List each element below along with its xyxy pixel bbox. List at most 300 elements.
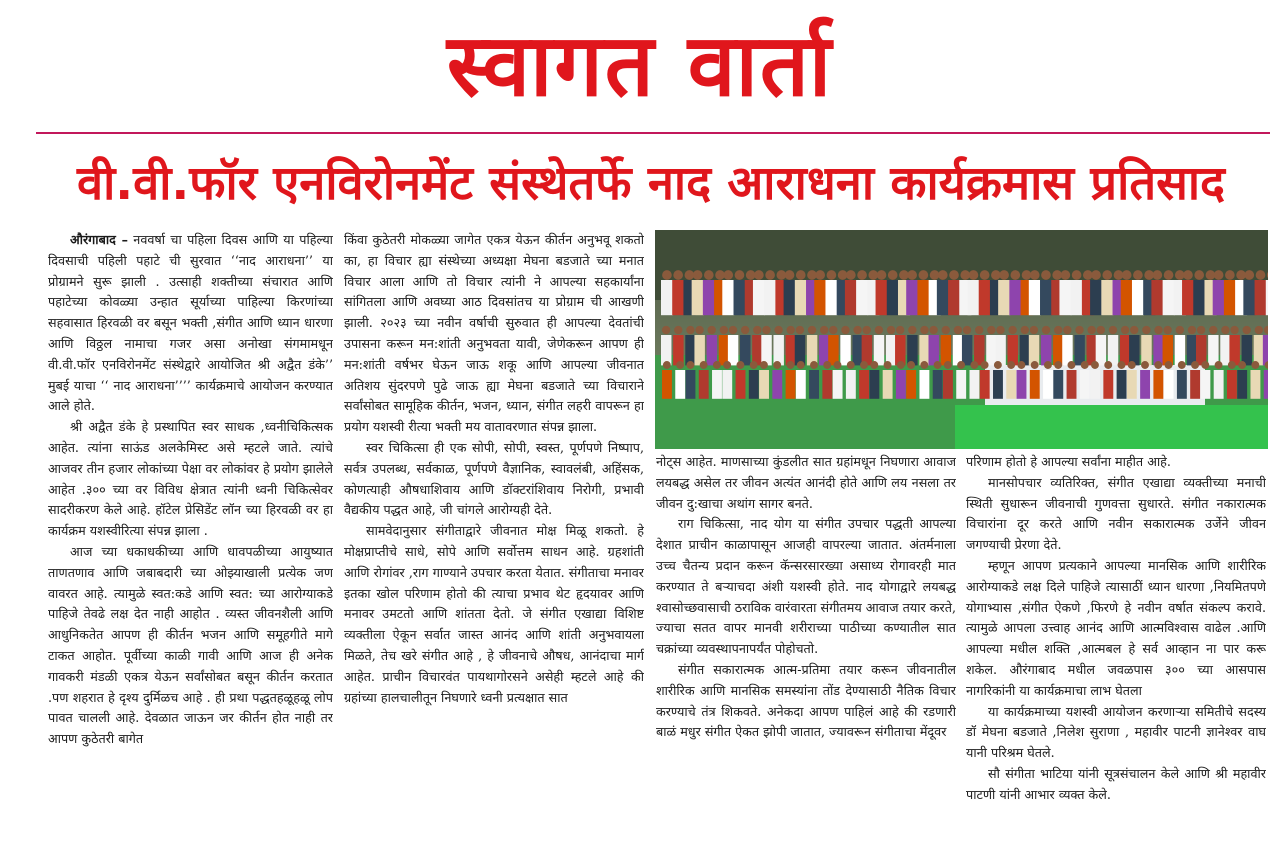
person-body	[1008, 335, 1018, 365]
person-head	[750, 361, 758, 369]
person-head	[1054, 361, 1062, 369]
person-head	[674, 326, 682, 334]
person-head	[1154, 361, 1162, 369]
person-body	[1266, 280, 1268, 315]
person-head	[934, 361, 942, 369]
person-body	[1255, 280, 1267, 315]
person-head	[1030, 326, 1038, 334]
person-head	[970, 361, 978, 369]
person-head	[1214, 270, 1224, 280]
person-body	[1164, 370, 1174, 399]
person-body	[809, 370, 819, 399]
person-head	[686, 361, 694, 369]
person-head	[1102, 270, 1112, 280]
person-head	[907, 361, 915, 369]
person-body	[703, 280, 715, 315]
person-body	[772, 370, 782, 399]
person-body	[1101, 280, 1113, 315]
person-body	[917, 280, 929, 315]
person-body	[828, 335, 838, 365]
person-body	[1153, 335, 1163, 365]
article-paragraph: राग चिकित्सा, नाद योग या संगीत उपचार पद्धती आपल्या देशात प्राचीन काळापासून आजही वापरल्या जातात. अंतर्मनाला उच्च चैतन्य प्रदान करून कॅन्सरसारख्या असाध्य रोगावरही मात करण्यात ते बर्‍याचदा अंशी यशस्वी होते. नाद योगाद्वारे लयबद्ध श्वासोच्छवासाची ठराविक वारंवारता संगीतमय आवाज तयार करते, ज्याचा सतत वापर मानवी शरीराच्या पाठीच्या कण्यातील सात चक्रांच्या व्यवस्थापनापर्यंत पोहोचतो.	[656, 516, 956, 657]
person-body	[948, 280, 960, 315]
article-paragraph: म्हणून आपण प्रत्यकाने आपल्या मानसिक आणि शारीरिक आरोग्याकडे लक्ष दिले पाहिजे त्यासाठीं ध्यान धारणा ,नियमितपणे योगाभ्यास ,संगीत ऐकणे ,फिरणे हे नवीन वर्षात संकल्प करावे. त्यामुळे आपला उत्त्वाह आनंद आणि आत्मविश्वास वाढेल .आणि आपल्या मधील शक्ति ,आत्मबल हे सर्व आव्हान ना पार करू शकेल. औरंगाबाद मधील जवळपास ३०० च्या आसपास नागरिकांनी या कार्यक्रमाचा लाभ घेतला	[966, 557, 1266, 698]
person-body	[1141, 335, 1151, 365]
person-body	[672, 280, 684, 315]
article-paragraph: आज च्या धकाधकीच्या आणि धावपळीच्या आयुष्यात ताणतणाव आणि जबाबदारी च्या ओझ्याखाली प्रत्येक जण वावरत आहे. त्यामुळे स्वत:कडे आणि स्वत: च्या आरोग्याकडे पाहिजे तेवढे लक्ष देत नाही आहोत . व्यस्त जीवनशैली आणि आधुनिकतेत आपण ही कीर्तन भजन आणि समूहगीते मागे टाकत आहोत. पूर्वीच्या काळी गावी आणि आज ही अनेक गावकरी मंडळी एकत्र येऊन सर्वांसोबत बसून कीर्तन करतात .पण शहरात हे दृश्य दुर्मिळच आहे . ही प्रथा पद्धतहळूहळू लोप पावत चालली आहे. देवळात जाऊन जर कीर्तन होत नाही तर आपण कुठेतरी बागेत	[48, 543, 333, 747]
person-head	[1072, 270, 1082, 280]
person-head	[720, 326, 728, 334]
person-body	[1029, 335, 1039, 365]
person-body	[998, 280, 1010, 315]
person-body	[896, 370, 906, 399]
person-head	[1194, 270, 1204, 280]
person-body	[786, 370, 796, 399]
person-body	[1041, 335, 1051, 365]
person-head	[870, 361, 878, 369]
person-head	[723, 361, 731, 369]
person-head	[980, 270, 990, 280]
person-head	[820, 326, 828, 334]
article-paragraph	[48, 230, 333, 417]
group-photo	[655, 230, 1268, 449]
person-body	[895, 335, 905, 365]
person-head	[1061, 270, 1071, 280]
person-head	[969, 270, 979, 280]
person-body	[1229, 335, 1239, 365]
person-body	[886, 335, 896, 365]
person-body	[740, 335, 750, 365]
person-body	[814, 280, 826, 315]
person-body	[752, 335, 762, 365]
person-body	[1127, 370, 1137, 399]
person-head	[1128, 361, 1136, 369]
person-body	[1080, 370, 1090, 399]
person-head	[673, 270, 683, 280]
person-body	[928, 335, 938, 365]
person-head	[1097, 326, 1105, 334]
person-head	[1017, 361, 1025, 369]
person-body	[883, 370, 893, 399]
person-body	[773, 335, 783, 365]
person-head	[847, 361, 855, 369]
person-body	[962, 335, 972, 365]
person-head	[987, 326, 995, 334]
person-head	[944, 361, 952, 369]
article-paragraph: नोट्स आहेत. माणसाच्या कुंडलीत सात ग्रहांमधून निघणारा आवाज लयबद्ध असेल तर जीवन अत्यंत आनंदी होते आणि लय नसला तर जीवन दु:खाचा अथांग सागर बनते.	[656, 454, 956, 511]
person-head	[1153, 270, 1163, 280]
person-body	[1151, 280, 1163, 315]
person-body	[662, 370, 672, 399]
person-head	[695, 326, 703, 334]
article-column-3	[656, 452, 956, 850]
person-body	[1129, 335, 1139, 365]
person-body	[1177, 370, 1187, 399]
masthead	[0, 0, 1280, 132]
person-head	[1010, 270, 1020, 280]
person-body	[993, 370, 1003, 399]
person-head	[704, 270, 714, 280]
masthead-divider	[36, 132, 1270, 134]
person-head	[796, 270, 806, 280]
article-paragraph: श्री अद्वैत डंके हे प्रस्थापित स्वर साधक ,ध्वनीचिकित्सक आहेत. त्यांना साऊंड अलकेमिस्ट असे म्हटले जाते. त्यांचे आजवर तीन हजार लोकांच्या पेक्षा वर लोकांवर हे प्रयोग झालेले आहेत .३०० च्या वर विविध क्षेत्रात त्यांनी ध्वनी चिकित्सेवर सादरीकरण केले आहे. हॉटेल प्रेसिडेंट लॉन च्या हिरवळी वर हा कार्यक्रम यशस्वीरित्या संपन्न झाला .	[48, 419, 333, 539]
person-head	[919, 270, 929, 280]
person-head	[810, 361, 818, 369]
person-head	[1091, 361, 1099, 369]
person-body	[692, 280, 704, 315]
person-body	[1090, 280, 1102, 315]
person-body	[736, 370, 746, 399]
person-head	[1044, 361, 1052, 369]
person-body	[937, 280, 949, 315]
person-head	[1122, 270, 1132, 280]
person-body	[807, 335, 817, 365]
person-body	[1213, 280, 1225, 315]
person-body	[876, 280, 888, 315]
person-head	[920, 326, 928, 334]
person-head	[896, 326, 904, 334]
person-body	[1264, 370, 1268, 399]
person-body	[846, 370, 856, 399]
person-head	[1221, 326, 1229, 334]
article-paragraph: स्वर चिकित्सा ही एक सोपी, सोपी, स्वस्त, पूर्णपणे निष्पाप, सर्वत्र उपलब्ध, सर्वकाळ, पूर्णपणे वैज्ञानिक, स्वावलंबी, अहिंसक, कोणत्याही औषधाशिवाय आणि डॉक्टरांशिवाय निरोगी, प्रभावी वैद्यकीय पद्धत आहे, जी चांगले आरोग्यही देते.	[344, 439, 644, 518]
person-head	[929, 326, 937, 334]
person-head	[907, 270, 917, 280]
person-body	[1237, 370, 1247, 399]
person-head	[1118, 361, 1126, 369]
person-head	[765, 270, 775, 280]
person-body	[986, 335, 996, 365]
person-head	[1256, 270, 1266, 280]
person-head	[908, 326, 916, 334]
person-head	[1251, 361, 1259, 369]
person-head	[823, 361, 831, 369]
person-body	[707, 335, 717, 365]
person-body	[661, 280, 673, 315]
person-body	[1103, 370, 1113, 399]
article-paragraph: या कार्यक्रमाच्या यशस्वी आयोजन करणाऱ्या समितीचे सदस्य डॉ मेघना बडजाते ,निलेश सुराणा , महावीर पाटनी ज्ञानेश्वर वाघ यानी परिश्रम घेतले.	[966, 703, 1266, 761]
person-body	[907, 335, 917, 365]
article-column-4	[966, 452, 1266, 850]
person-head	[827, 270, 837, 280]
person-body	[1250, 370, 1260, 399]
person-head	[662, 326, 670, 334]
person-head	[1188, 326, 1196, 334]
person-body	[933, 370, 943, 399]
person-body	[1254, 335, 1264, 365]
person-head	[723, 270, 733, 280]
person-head	[1091, 270, 1101, 280]
person-head	[1054, 326, 1062, 334]
person-body	[1059, 280, 1071, 315]
person-head	[815, 270, 825, 280]
person-body	[1006, 370, 1016, 399]
person-head	[1215, 361, 1223, 369]
person-body	[822, 370, 832, 399]
person-head	[808, 326, 816, 334]
person-head	[676, 361, 684, 369]
person-head	[1141, 361, 1149, 369]
person-body	[970, 370, 980, 399]
person-head	[735, 270, 745, 280]
person-head	[1087, 326, 1095, 334]
article-paragraph: किंवा कुठेतरी मोकळ्या जागेत एकत्र येऊन कीर्तन अनुभवू शकतो का, हा विचार ह्या संस्थेच्या अध्यक्षा मेघना बडजाते च्या मनात विचार आला आणि तो विचार त्यांनी ने आपल्या सहकार्यांना सांगितला आणि अवघ्या आठ दिवसांतच या प्रोग्राम ची आखणी झाली. २०२३ च्या नवीन वर्षाची सुरुवात ही आपल्या देवतांची उपासना करून मन:शांती अनुभवता यावी, जेणेकरून आपण ही मन:शांती वर्षभर घेऊन जाऊ शकू आणि आपल्या जीवनात अतिशय सुंदरपणे पुढे जाऊ ह्या मेघना बडजाते च्या विचाराने सर्वांसोबत सामूहिक कीर्तन, भजन, ध्यान, संगीत लहरी वापरून हा प्रयोग यशस्वी रीत्या भक्ती मय वातावरणात संपन्न झाला.	[344, 232, 644, 435]
person-body	[859, 370, 869, 399]
person-head	[693, 270, 703, 280]
person-head	[860, 361, 868, 369]
person-head	[787, 326, 795, 334]
person-body	[1040, 280, 1052, 315]
person-body	[1190, 370, 1200, 399]
person-body	[796, 370, 806, 399]
person-body	[673, 335, 683, 365]
article-paragraph: सामवेदानुसार संगीताद्वारे जीवनात मोक्ष मिळू शकतो. हे मोक्षप्राप्तीचे साधे, सोपे आणि सर्वोत्तम साधन आहे. ग्रहशांती आणि रोगांवर ,राग गाण्याने उपचार करता येतात. संगीताचा मनावर इतका खोल परिणाम होतो की त्याचा प्रभाव थेट हृदयावर आणि मनावर उमटतो आणि शांतता देतो. जे संगीत एखाद्या विशिष्ट व्यक्तीला ऐकून सर्वात जास्त आनंद आणि शांती अनुभवायला मिळते, तेच खरे संगीत आहे , हे जीवनाचे औषध, आनंदाचा मार्ग आहेत. प्राचीन विचारवंत पायथागोरसने असेही म्हटले आहे की ग्रहांच्या हालचालीतून निघणारे ध्वनी प्रत्यक्षात सात	[344, 523, 644, 705]
person-head	[663, 361, 671, 369]
person-body	[1043, 370, 1053, 399]
person-head	[954, 326, 962, 334]
person-body	[1030, 370, 1040, 399]
person-head	[1225, 270, 1235, 280]
person-body	[1243, 280, 1255, 315]
person-body	[953, 335, 963, 365]
person-head	[853, 326, 861, 334]
person-body	[753, 280, 765, 315]
person-head	[1209, 326, 1217, 334]
person-body	[979, 280, 991, 315]
person-body	[956, 370, 966, 399]
person-body	[1132, 280, 1144, 315]
person-body	[784, 280, 796, 315]
person-head	[797, 361, 805, 369]
person-head	[1154, 326, 1162, 334]
person-head	[1063, 326, 1071, 334]
article-paragraph: सौ संगीता भाटिया यांनी सूत्रसंचालन केले आणि श्री महावीर पाटणी यांनी आभार व्यक्त केले.	[966, 765, 1266, 802]
person-head	[741, 326, 749, 334]
person-body	[1096, 335, 1106, 365]
person-head	[875, 326, 883, 334]
person-head	[1230, 326, 1238, 334]
person-body	[906, 370, 916, 399]
person-body	[1108, 335, 1118, 365]
person-body	[874, 335, 884, 365]
person-body	[1120, 335, 1130, 365]
person-body	[1196, 335, 1206, 365]
person-head	[1007, 361, 1015, 369]
person-head	[1075, 326, 1083, 334]
person-body	[919, 335, 929, 365]
person-body	[943, 370, 953, 399]
person-head	[1130, 326, 1138, 334]
person-body	[1071, 280, 1083, 315]
person-body	[852, 335, 862, 365]
person-head	[785, 270, 795, 280]
article-paragraph: संगीत सकारात्मक आत्म-प्रतिमा तयार करून जीवनातील शारीरिक आणि मानसिक समस्यांना तोंड देण्यासाठी नैतिक विचार करण्याचे तंत्र शिकवते. अनेकदा आपण पाहिलं आहे की रडणारी बाळं मधुर संगीत ऐकत झोपी जातात, ज्यावरून संगीताचा मेंदूवर	[656, 661, 956, 740]
person-head	[753, 326, 761, 334]
paragraph-text: नववर्षा चा पहिला दिवस आणि या पहिल्या दिवसाची पहिली पहाटे ची सुरवात ‘‘नाद आराधना’’ या प्रोग्रामने सुरू झाली . उत्साही शक्तीच्या संचारात आणि पहाटेच्या कोवळ्या उन्हात सूर्याच्या पाहिल्या किरणांच्या सहवासात हिरवळी वर बसून भक्ती ,संगीत आणि ध्यान धारणा आणि विठ्ठल नामाचा गजर असा अनोखा संगमामधून वी.वी.फॉर एनविरोनमेंट संस्थेद्वारे आयोजित श्री अद्वैत डंके’’ मुबई याचा ‘‘ नाद आराधना’’’’ कार्यक्रमाचे आयोजन करण्यात आले होते.	[48, 232, 333, 414]
person-head	[762, 326, 770, 334]
person-head	[1191, 361, 1199, 369]
person-body	[759, 370, 769, 399]
person-head	[1176, 326, 1184, 334]
person-head	[700, 361, 708, 369]
person-body	[1074, 335, 1084, 365]
person-body	[856, 280, 868, 315]
person-head	[938, 270, 948, 280]
person-body	[795, 335, 805, 365]
person-head	[1109, 326, 1117, 334]
person-body	[840, 335, 850, 365]
person-body	[1053, 335, 1063, 365]
person-head	[1183, 270, 1193, 280]
person-body	[1200, 370, 1210, 399]
person-head	[1165, 361, 1173, 369]
person-head	[729, 326, 737, 334]
person-head	[887, 326, 895, 334]
person-head	[713, 361, 721, 369]
person-body	[887, 280, 899, 315]
person-body	[786, 335, 796, 365]
person-head	[1041, 270, 1051, 280]
person-body	[764, 280, 776, 315]
person-head	[1121, 326, 1129, 334]
person-body	[1090, 370, 1100, 399]
person-head	[1031, 361, 1039, 369]
person-body	[1009, 280, 1021, 315]
person-body	[1242, 335, 1252, 365]
person-body	[728, 335, 738, 365]
person-head	[760, 361, 768, 369]
person-head	[708, 326, 716, 334]
person-body	[1163, 335, 1173, 365]
person-head	[1238, 361, 1246, 369]
person-head	[774, 326, 782, 334]
person-head	[1255, 326, 1263, 334]
person-body	[1208, 335, 1218, 365]
person-body	[661, 335, 671, 365]
person-head	[994, 361, 1002, 369]
person-head	[1042, 326, 1050, 334]
person-body	[1214, 370, 1224, 399]
person-body	[906, 280, 918, 315]
person-head	[888, 270, 898, 280]
person-head	[1021, 326, 1029, 334]
person-head	[662, 270, 672, 280]
person-body	[722, 280, 734, 315]
person-body	[1140, 370, 1150, 399]
article-headline: वी.वी.फॉर एनविरोनमेंट संस्थेतर्फे नाद आराधना कार्यक्रमास प्रतिसाद	[76, 156, 1226, 211]
person-head	[773, 361, 781, 369]
person-body	[734, 280, 746, 315]
person-body	[1182, 280, 1194, 315]
person-head	[1163, 326, 1171, 334]
person-body	[1121, 280, 1133, 315]
person-body	[749, 370, 759, 399]
person-head	[1228, 361, 1236, 369]
person-body	[1220, 335, 1230, 365]
person-body	[1087, 335, 1097, 365]
person-body	[1020, 335, 1030, 365]
person-body	[919, 370, 929, 399]
person-body	[795, 280, 807, 315]
person-body	[1017, 370, 1027, 399]
person-head	[846, 270, 856, 280]
article-paragraph: मानसोपचार व्यतिरिक्त, संगीत एखाद्या व्यक्तीच्या मनाची स्थिती सुधारून जीवनाची गुणवत्ता सुधारते. संगीत नकारात्मक विचारांना दूर करते आणि नवीन सकारात्मक उर्जेने जीवन जगण्याची प्रेरणा देते.	[966, 474, 1266, 553]
article-column-2	[344, 230, 644, 850]
person-head	[999, 270, 1009, 280]
person-body	[1153, 370, 1163, 399]
person-body	[1117, 370, 1127, 399]
person-head	[787, 361, 795, 369]
person-head	[796, 326, 804, 334]
person-body	[675, 370, 685, 399]
person-body	[1187, 335, 1197, 365]
person-body	[1224, 280, 1236, 315]
person-body	[686, 370, 696, 399]
person-head	[829, 326, 837, 334]
person-body	[1067, 370, 1077, 399]
masthead-title: स्वागत वार्ता	[446, 16, 834, 116]
person-head	[754, 270, 764, 280]
person-head	[1133, 270, 1143, 280]
person-body	[1263, 335, 1268, 365]
person-body	[685, 335, 695, 365]
group-photo-image	[655, 230, 1268, 449]
person-head	[686, 326, 694, 334]
person-head	[736, 361, 744, 369]
person-head	[1081, 361, 1089, 369]
person-head	[863, 326, 871, 334]
person-body	[1175, 335, 1185, 365]
person-head	[1008, 326, 1016, 334]
person-body	[980, 370, 990, 399]
person-head	[1142, 326, 1150, 334]
person-body	[1029, 280, 1041, 315]
person-body	[819, 335, 829, 365]
person-body	[862, 335, 872, 365]
person-body	[1053, 370, 1063, 399]
person-head	[949, 270, 959, 280]
person-head	[920, 361, 928, 369]
person-body	[1163, 280, 1175, 315]
person-body	[719, 335, 729, 365]
person-head	[834, 361, 842, 369]
person-body	[1193, 280, 1205, 315]
person-head	[963, 326, 971, 334]
person-body	[869, 370, 879, 399]
person-body	[833, 370, 843, 399]
person-head	[981, 361, 989, 369]
person-body	[761, 335, 771, 365]
article-paragraph: परिणाम होतो हे आपल्या सर्वांना माहीत आहे.	[966, 454, 1171, 469]
person-body	[712, 370, 722, 399]
person-body	[1062, 335, 1072, 365]
person-body	[722, 370, 732, 399]
person-body	[1227, 370, 1237, 399]
person-body	[699, 370, 709, 399]
person-head	[942, 326, 950, 334]
person-head	[1067, 361, 1075, 369]
person-head	[1201, 361, 1209, 369]
person-head	[1030, 270, 1040, 280]
person-head	[1104, 361, 1112, 369]
person-head	[897, 361, 905, 369]
dateline: औरंगाबाद –	[70, 232, 128, 247]
person-head	[1197, 326, 1205, 334]
person-body	[968, 280, 980, 315]
person-head	[884, 361, 892, 369]
person-head	[1164, 270, 1174, 280]
person-body	[941, 335, 951, 365]
